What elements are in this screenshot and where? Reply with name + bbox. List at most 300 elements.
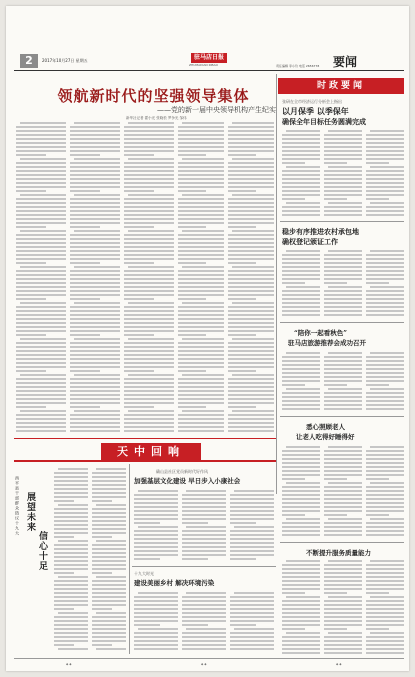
text-line xyxy=(16,202,66,204)
text-line xyxy=(74,230,120,232)
text-line xyxy=(16,370,46,372)
text-line xyxy=(366,150,404,152)
text-line xyxy=(324,502,362,504)
text-line xyxy=(134,596,178,598)
text-line xyxy=(366,206,404,208)
text-line xyxy=(124,354,174,356)
text-line xyxy=(70,250,120,252)
text-line xyxy=(324,310,362,312)
text-line xyxy=(228,138,274,140)
text-line xyxy=(96,540,126,542)
text-line xyxy=(366,408,404,410)
text-line xyxy=(134,498,178,500)
text-line xyxy=(20,374,66,376)
text-line xyxy=(70,382,120,384)
text-line xyxy=(324,652,362,654)
echo-story-a-kicker: 确山县社区党员新时代好作风 xyxy=(156,469,208,474)
text-line xyxy=(366,376,404,378)
text-line xyxy=(134,522,160,524)
text-line xyxy=(328,632,362,634)
text-line xyxy=(54,568,88,570)
text-line xyxy=(124,226,154,228)
story3-column-3 xyxy=(366,352,404,412)
text-line xyxy=(282,400,320,402)
text-line xyxy=(54,480,88,482)
text-line xyxy=(70,318,120,320)
text-line xyxy=(366,254,404,256)
text-line xyxy=(134,600,178,602)
text-line xyxy=(16,254,66,256)
text-line xyxy=(58,576,88,578)
text-line xyxy=(70,354,120,356)
text-line xyxy=(366,462,404,464)
text-line xyxy=(228,306,274,308)
text-line xyxy=(70,290,120,292)
text-line xyxy=(178,186,224,188)
text-line xyxy=(282,572,320,574)
section-title: 要闻 xyxy=(333,55,358,69)
text-line xyxy=(128,122,174,124)
text-line xyxy=(20,410,66,412)
text-line xyxy=(124,166,174,168)
text-line xyxy=(324,494,362,496)
text-line xyxy=(16,182,66,184)
text-line xyxy=(70,146,120,148)
text-line xyxy=(282,372,320,374)
editor-info: 责任编辑 李小玲 电话 2656778 xyxy=(276,64,320,68)
text-line xyxy=(228,326,274,328)
text-line xyxy=(16,326,66,328)
text-line xyxy=(324,206,362,208)
text-line xyxy=(282,510,320,512)
text-line xyxy=(182,522,208,524)
text-line xyxy=(16,218,66,220)
text-line xyxy=(366,572,404,574)
text-line xyxy=(70,226,100,228)
text-line xyxy=(178,126,224,128)
story5-column-2 xyxy=(324,560,362,656)
text-line xyxy=(124,382,174,384)
news-banner xyxy=(278,78,404,94)
footer-mark-left: ◆ ◆ xyxy=(66,662,72,666)
text-line xyxy=(282,462,320,464)
text-line xyxy=(178,222,224,224)
text-line xyxy=(324,182,362,184)
story3-column-2 xyxy=(324,352,362,412)
text-line xyxy=(324,376,362,378)
text-line xyxy=(228,238,274,240)
text-line xyxy=(366,592,389,594)
page-header xyxy=(6,6,409,68)
text-line xyxy=(182,506,226,508)
text-line xyxy=(230,648,274,650)
lead-column-3 xyxy=(124,122,174,434)
text-line xyxy=(230,506,274,508)
text-line xyxy=(282,282,305,284)
text-line xyxy=(16,406,46,408)
text-line xyxy=(286,352,320,354)
text-line xyxy=(16,170,66,172)
text-line xyxy=(228,310,274,312)
text-line xyxy=(70,206,120,208)
text-line xyxy=(282,142,320,144)
text-line xyxy=(324,506,362,508)
text-line xyxy=(324,278,362,280)
text-line xyxy=(366,588,404,590)
text-line xyxy=(178,402,224,404)
text-line xyxy=(286,130,320,132)
text-line xyxy=(16,330,66,332)
text-line xyxy=(366,194,404,196)
text-line xyxy=(282,274,320,276)
text-line xyxy=(96,648,126,650)
text-line xyxy=(124,154,154,156)
text-line xyxy=(186,490,226,492)
text-line xyxy=(124,414,174,416)
text-line xyxy=(16,126,66,128)
text-line xyxy=(70,362,120,364)
text-line xyxy=(92,556,126,558)
text-line xyxy=(124,378,174,380)
text-line xyxy=(124,254,174,256)
text-line xyxy=(92,600,126,602)
text-line xyxy=(178,174,224,176)
text-line xyxy=(282,360,320,362)
text-line xyxy=(16,394,66,396)
text-line xyxy=(228,378,274,380)
text-line xyxy=(282,266,320,268)
text-line xyxy=(124,214,174,216)
text-line xyxy=(128,338,174,340)
text-line xyxy=(182,410,224,412)
text-line xyxy=(286,250,320,252)
lead-subhead: ——党的新一届中央领导机构产生纪实 xyxy=(157,106,276,114)
text-line xyxy=(178,286,224,288)
text-line xyxy=(366,568,404,570)
text-line xyxy=(324,600,362,602)
text-line xyxy=(16,246,66,248)
text-line xyxy=(370,202,404,204)
text-line xyxy=(16,422,66,424)
text-line xyxy=(366,158,404,160)
text-line xyxy=(70,298,100,300)
text-line xyxy=(228,314,274,316)
text-line xyxy=(324,380,362,382)
text-line xyxy=(282,380,320,382)
text-line xyxy=(70,390,120,392)
text-line xyxy=(178,238,224,240)
text-line xyxy=(282,262,320,264)
text-line xyxy=(282,254,320,256)
text-line xyxy=(324,360,362,362)
text-line xyxy=(366,266,404,268)
text-line xyxy=(96,504,126,506)
text-line xyxy=(16,234,66,236)
text-line xyxy=(16,134,66,136)
text-line xyxy=(328,446,362,448)
text-line xyxy=(228,394,274,396)
text-line xyxy=(324,210,362,212)
text-line xyxy=(70,210,120,212)
text-line xyxy=(282,198,305,200)
text-line xyxy=(282,490,320,492)
text-line xyxy=(54,624,88,626)
text-line xyxy=(228,182,274,184)
echo-story-a-column-2 xyxy=(182,490,226,562)
text-line xyxy=(324,522,362,524)
text-line xyxy=(324,592,347,594)
text-line xyxy=(366,458,404,460)
text-line xyxy=(92,500,112,502)
text-line xyxy=(282,270,320,272)
text-line xyxy=(182,604,226,606)
text-line xyxy=(328,166,362,168)
text-line xyxy=(366,474,404,476)
text-line xyxy=(366,162,389,164)
text-line xyxy=(70,406,100,408)
text-line xyxy=(324,306,362,308)
text-line xyxy=(186,628,226,630)
text-line xyxy=(366,282,389,284)
text-line xyxy=(182,510,226,512)
text-line xyxy=(92,536,112,538)
text-line xyxy=(182,530,226,532)
text-line xyxy=(58,504,88,506)
text-line xyxy=(324,636,362,638)
text-line xyxy=(324,458,362,460)
text-line xyxy=(16,290,66,292)
text-line xyxy=(324,384,347,386)
text-line xyxy=(324,498,362,500)
story2-column-1 xyxy=(282,250,320,318)
text-line xyxy=(232,230,274,232)
text-line xyxy=(70,234,120,236)
text-line xyxy=(366,648,404,650)
text-line xyxy=(70,130,120,132)
text-line xyxy=(186,592,226,594)
text-line xyxy=(124,206,174,208)
text-line xyxy=(92,640,126,642)
text-line xyxy=(16,278,66,280)
text-line xyxy=(70,154,100,156)
text-line xyxy=(324,514,347,516)
text-line xyxy=(324,466,362,468)
text-line xyxy=(324,150,362,152)
text-line xyxy=(16,378,66,380)
text-line xyxy=(324,568,362,570)
text-line xyxy=(366,526,404,528)
text-line xyxy=(134,632,178,634)
text-line xyxy=(230,514,274,516)
text-line xyxy=(282,530,320,532)
text-line xyxy=(124,394,174,396)
text-line xyxy=(124,330,174,332)
text-line xyxy=(124,334,154,336)
text-line xyxy=(366,310,404,312)
newspaper-page xyxy=(6,6,409,671)
text-line xyxy=(282,408,320,410)
story1-title-line2: 确保全年目标任务圆满完成 xyxy=(282,117,366,126)
text-line xyxy=(282,396,320,398)
text-line xyxy=(324,190,362,192)
text-line xyxy=(134,608,178,610)
text-line xyxy=(54,580,88,582)
text-line xyxy=(178,234,224,236)
text-line xyxy=(128,230,174,232)
text-line xyxy=(124,290,174,292)
text-line xyxy=(134,644,178,646)
text-line xyxy=(124,294,174,296)
text-line xyxy=(230,498,274,500)
text-line xyxy=(16,398,66,400)
text-line xyxy=(228,250,274,252)
echo-story-b-kicker: 十九大时光 xyxy=(134,571,154,576)
text-line xyxy=(74,374,120,376)
text-line xyxy=(228,170,274,172)
text-line xyxy=(230,538,274,540)
text-line xyxy=(228,298,256,300)
text-line xyxy=(92,528,126,530)
text-line xyxy=(182,546,226,548)
text-line xyxy=(70,270,120,272)
story3-column-1 xyxy=(282,352,320,412)
text-line xyxy=(178,154,206,156)
text-line xyxy=(54,604,88,606)
text-line xyxy=(370,166,404,168)
text-line xyxy=(366,302,404,304)
text-line xyxy=(124,406,154,408)
text-line xyxy=(92,488,126,490)
text-line xyxy=(178,398,224,400)
text-line xyxy=(54,472,88,474)
text-line xyxy=(70,170,120,172)
text-line xyxy=(324,372,362,374)
story1-column-3 xyxy=(366,130,404,218)
text-line xyxy=(16,342,66,344)
text-line xyxy=(282,620,320,622)
text-line xyxy=(366,580,404,582)
text-line xyxy=(124,370,154,372)
text-line xyxy=(232,374,274,376)
text-line xyxy=(228,234,274,236)
text-line xyxy=(16,358,66,360)
text-line xyxy=(128,302,174,304)
text-line xyxy=(178,334,206,336)
text-line xyxy=(134,518,178,520)
text-line xyxy=(366,178,404,180)
text-line xyxy=(92,480,126,482)
text-line xyxy=(92,496,126,498)
text-line xyxy=(230,608,274,610)
text-line xyxy=(286,286,320,288)
text-line xyxy=(178,182,224,184)
text-line xyxy=(138,592,178,594)
text-line xyxy=(324,270,362,272)
text-line xyxy=(70,258,120,260)
text-line xyxy=(282,314,320,316)
text-line xyxy=(124,126,174,128)
text-line xyxy=(134,538,178,540)
text-line xyxy=(366,314,404,316)
text-line xyxy=(230,624,256,626)
text-line xyxy=(282,624,320,626)
text-line xyxy=(70,350,120,352)
text-line xyxy=(286,446,320,448)
text-line xyxy=(74,158,120,160)
text-line xyxy=(366,494,404,496)
text-line xyxy=(138,490,178,492)
text-line xyxy=(182,266,224,268)
story-divider xyxy=(280,416,404,417)
text-line xyxy=(370,596,404,598)
text-line xyxy=(70,286,120,288)
text-line xyxy=(16,198,66,200)
text-line xyxy=(16,298,46,300)
text-line xyxy=(134,546,178,548)
text-line xyxy=(178,390,224,392)
text-line xyxy=(282,486,320,488)
lead-column-4 xyxy=(178,122,224,434)
text-line xyxy=(282,162,305,164)
text-line xyxy=(16,366,66,368)
text-line xyxy=(124,262,154,264)
text-line xyxy=(54,620,88,622)
text-line xyxy=(124,326,174,328)
text-line xyxy=(178,246,224,248)
text-line xyxy=(182,542,226,544)
text-line xyxy=(178,270,224,272)
text-line xyxy=(134,558,160,560)
text-line xyxy=(70,310,120,312)
text-line xyxy=(70,138,120,140)
text-line xyxy=(366,270,404,272)
text-line xyxy=(16,354,66,356)
text-line xyxy=(182,608,226,610)
text-line xyxy=(286,166,320,168)
text-line xyxy=(328,250,362,252)
text-line xyxy=(366,502,404,504)
story2-column-2 xyxy=(324,250,362,318)
text-line xyxy=(228,166,274,168)
text-line xyxy=(228,226,256,228)
text-line xyxy=(370,388,404,390)
text-line xyxy=(282,628,305,630)
text-line xyxy=(366,604,404,606)
text-line xyxy=(124,402,174,404)
text-line xyxy=(366,154,404,156)
text-line xyxy=(366,210,404,212)
echo-story-b-column-3 xyxy=(230,592,274,654)
echo-story-b-column-2 xyxy=(182,592,226,654)
text-line xyxy=(282,604,320,606)
text-line xyxy=(228,390,274,392)
story4-column-3 xyxy=(366,446,404,538)
text-line xyxy=(178,190,206,192)
text-line xyxy=(128,266,174,268)
text-line xyxy=(178,342,224,344)
text-line xyxy=(324,170,362,172)
text-line xyxy=(124,350,174,352)
text-line xyxy=(282,368,320,370)
text-line xyxy=(282,356,320,358)
text-line xyxy=(230,604,274,606)
text-line xyxy=(282,502,320,504)
text-line xyxy=(282,608,320,610)
text-line xyxy=(324,194,362,196)
text-line xyxy=(366,170,404,172)
text-line xyxy=(178,418,224,420)
text-line xyxy=(282,576,320,578)
